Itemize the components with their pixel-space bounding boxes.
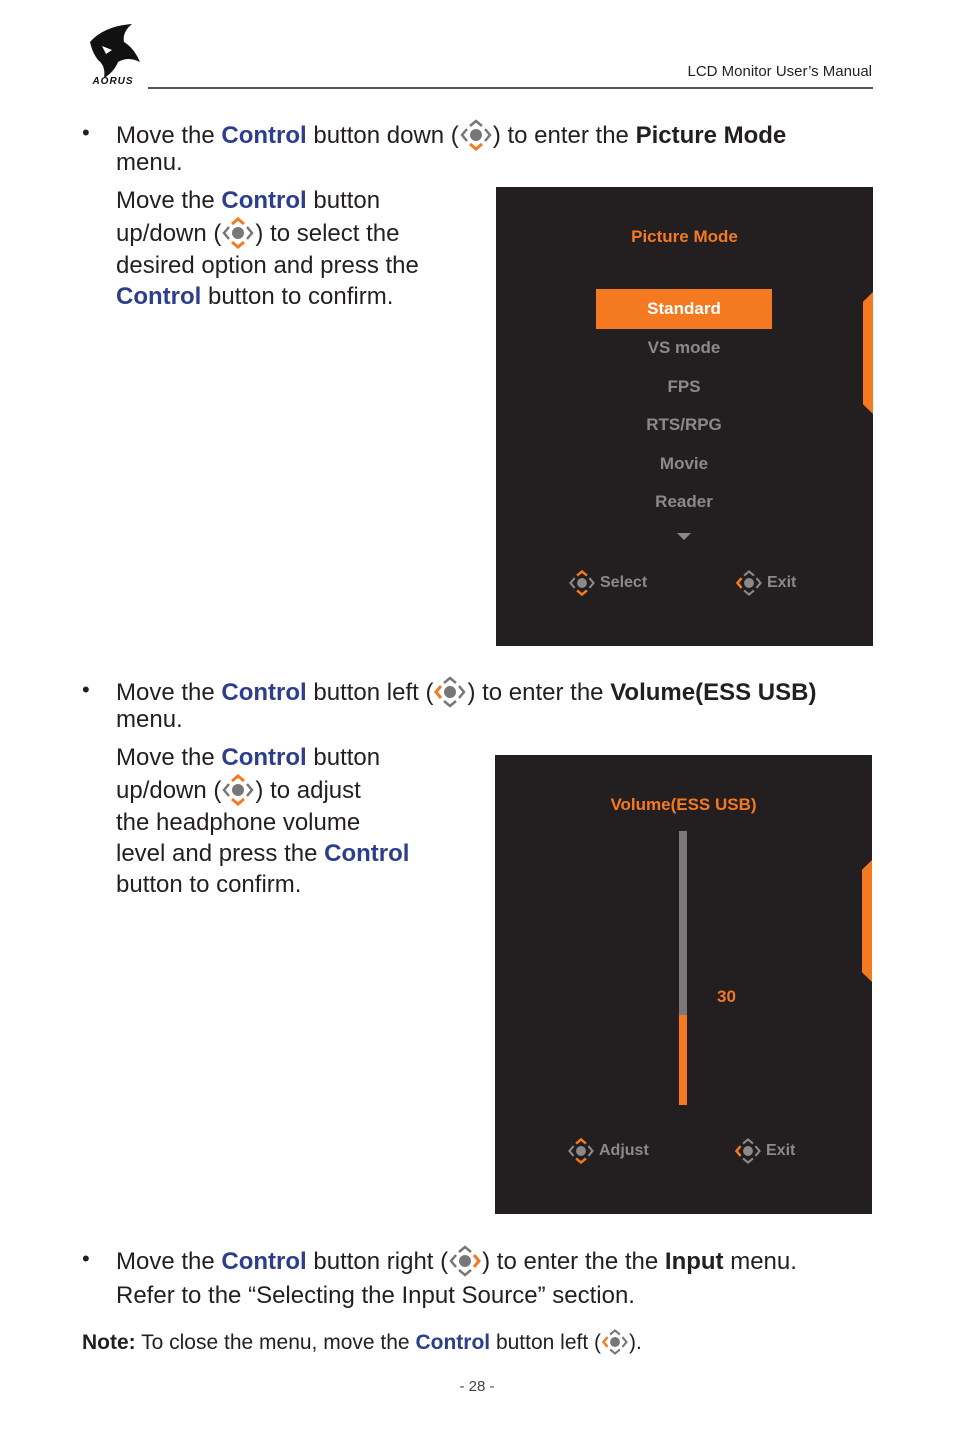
section2-line2: menu. (116, 706, 183, 733)
control-term: Control (415, 1331, 491, 1354)
note: Note: To close the menu, move the Control button left ( ). (82, 1328, 642, 1356)
manual-title: LCD Monitor User’s Manual (687, 63, 872, 80)
joystick-updown-icon (221, 216, 255, 250)
osd-item-reader[interactable]: Reader (655, 492, 713, 511)
joystick-left-icon (601, 1328, 629, 1356)
section1-sub: Move the Control button up/down ( ) to select the desired option and press the Control button to confirm. (116, 187, 419, 310)
osd-title: Picture Mode (631, 227, 738, 246)
volume-value: 30 (717, 987, 736, 1006)
osd-volume-panel (495, 755, 872, 1214)
volume-slider-fill (679, 1015, 687, 1105)
osd-item-vs-mode[interactable]: VS mode (647, 338, 721, 357)
joystick-updown-icon (567, 1137, 595, 1165)
osd-item-fps[interactable]: FPS (667, 377, 701, 396)
osd-item-rts-rpg[interactable]: RTS/RPG (646, 415, 722, 434)
osd-hint-adjust: Adjust (567, 1137, 649, 1165)
input-term: Input (664, 1248, 724, 1275)
section2-line1: Move the Control button left ( ) to enter the Volume(ESS USB) (116, 675, 816, 709)
joystick-down-icon (459, 118, 493, 152)
bullet: • (82, 120, 90, 145)
aorus-logo (82, 22, 144, 92)
section1-line1: Move the Control button down ( ) to enter the Picture Mode (116, 118, 786, 152)
picture-mode-term: Picture Mode (635, 122, 787, 149)
note-label: Note: (82, 1331, 136, 1354)
section3-line1: Move the Control button right ( ) to enter the the Input menu. (116, 1244, 797, 1278)
header-divider (148, 87, 873, 89)
osd-hint-select: Select (568, 569, 647, 597)
osd-picture-mode-panel (496, 187, 873, 646)
scroll-down-arrow-icon[interactable] (677, 533, 691, 540)
volume-slider[interactable] (679, 831, 687, 1105)
bullet: • (82, 677, 90, 702)
control-term: Control (221, 122, 307, 149)
joystick-right-icon (448, 1244, 482, 1278)
osd-hint-exit: Exit (734, 1137, 795, 1165)
joystick-updown-icon (568, 569, 596, 597)
joystick-left-icon (433, 675, 467, 709)
osd-title: Volume(ESS USB) (610, 795, 757, 814)
osd-item-movie[interactable]: Movie (659, 454, 709, 473)
joystick-left-icon (734, 1137, 762, 1165)
section3-line2: Refer to the “Selecting the Input Source” section. (116, 1282, 635, 1309)
joystick-left-icon (735, 569, 763, 597)
osd-side-tab (863, 292, 873, 414)
joystick-updown-icon (221, 773, 255, 807)
brand-wordmark: AORUS (92, 76, 134, 87)
osd-side-tab (862, 860, 872, 982)
section1-line2: menu. (116, 149, 183, 176)
control-term: Control (221, 679, 307, 706)
osd-hint-exit: Exit (735, 569, 796, 597)
page-number: - 28 - (459, 1378, 495, 1395)
control-term: Control (221, 1248, 307, 1275)
volume-term: Volume(ESS USB) (610, 679, 817, 706)
section2-sub: Move the Control button up/down ( ) to adjust the headphone volume level and press the Control button to confirm. (116, 744, 410, 898)
bullet: • (82, 1246, 90, 1271)
osd-item-standard[interactable]: Standard (596, 289, 772, 329)
